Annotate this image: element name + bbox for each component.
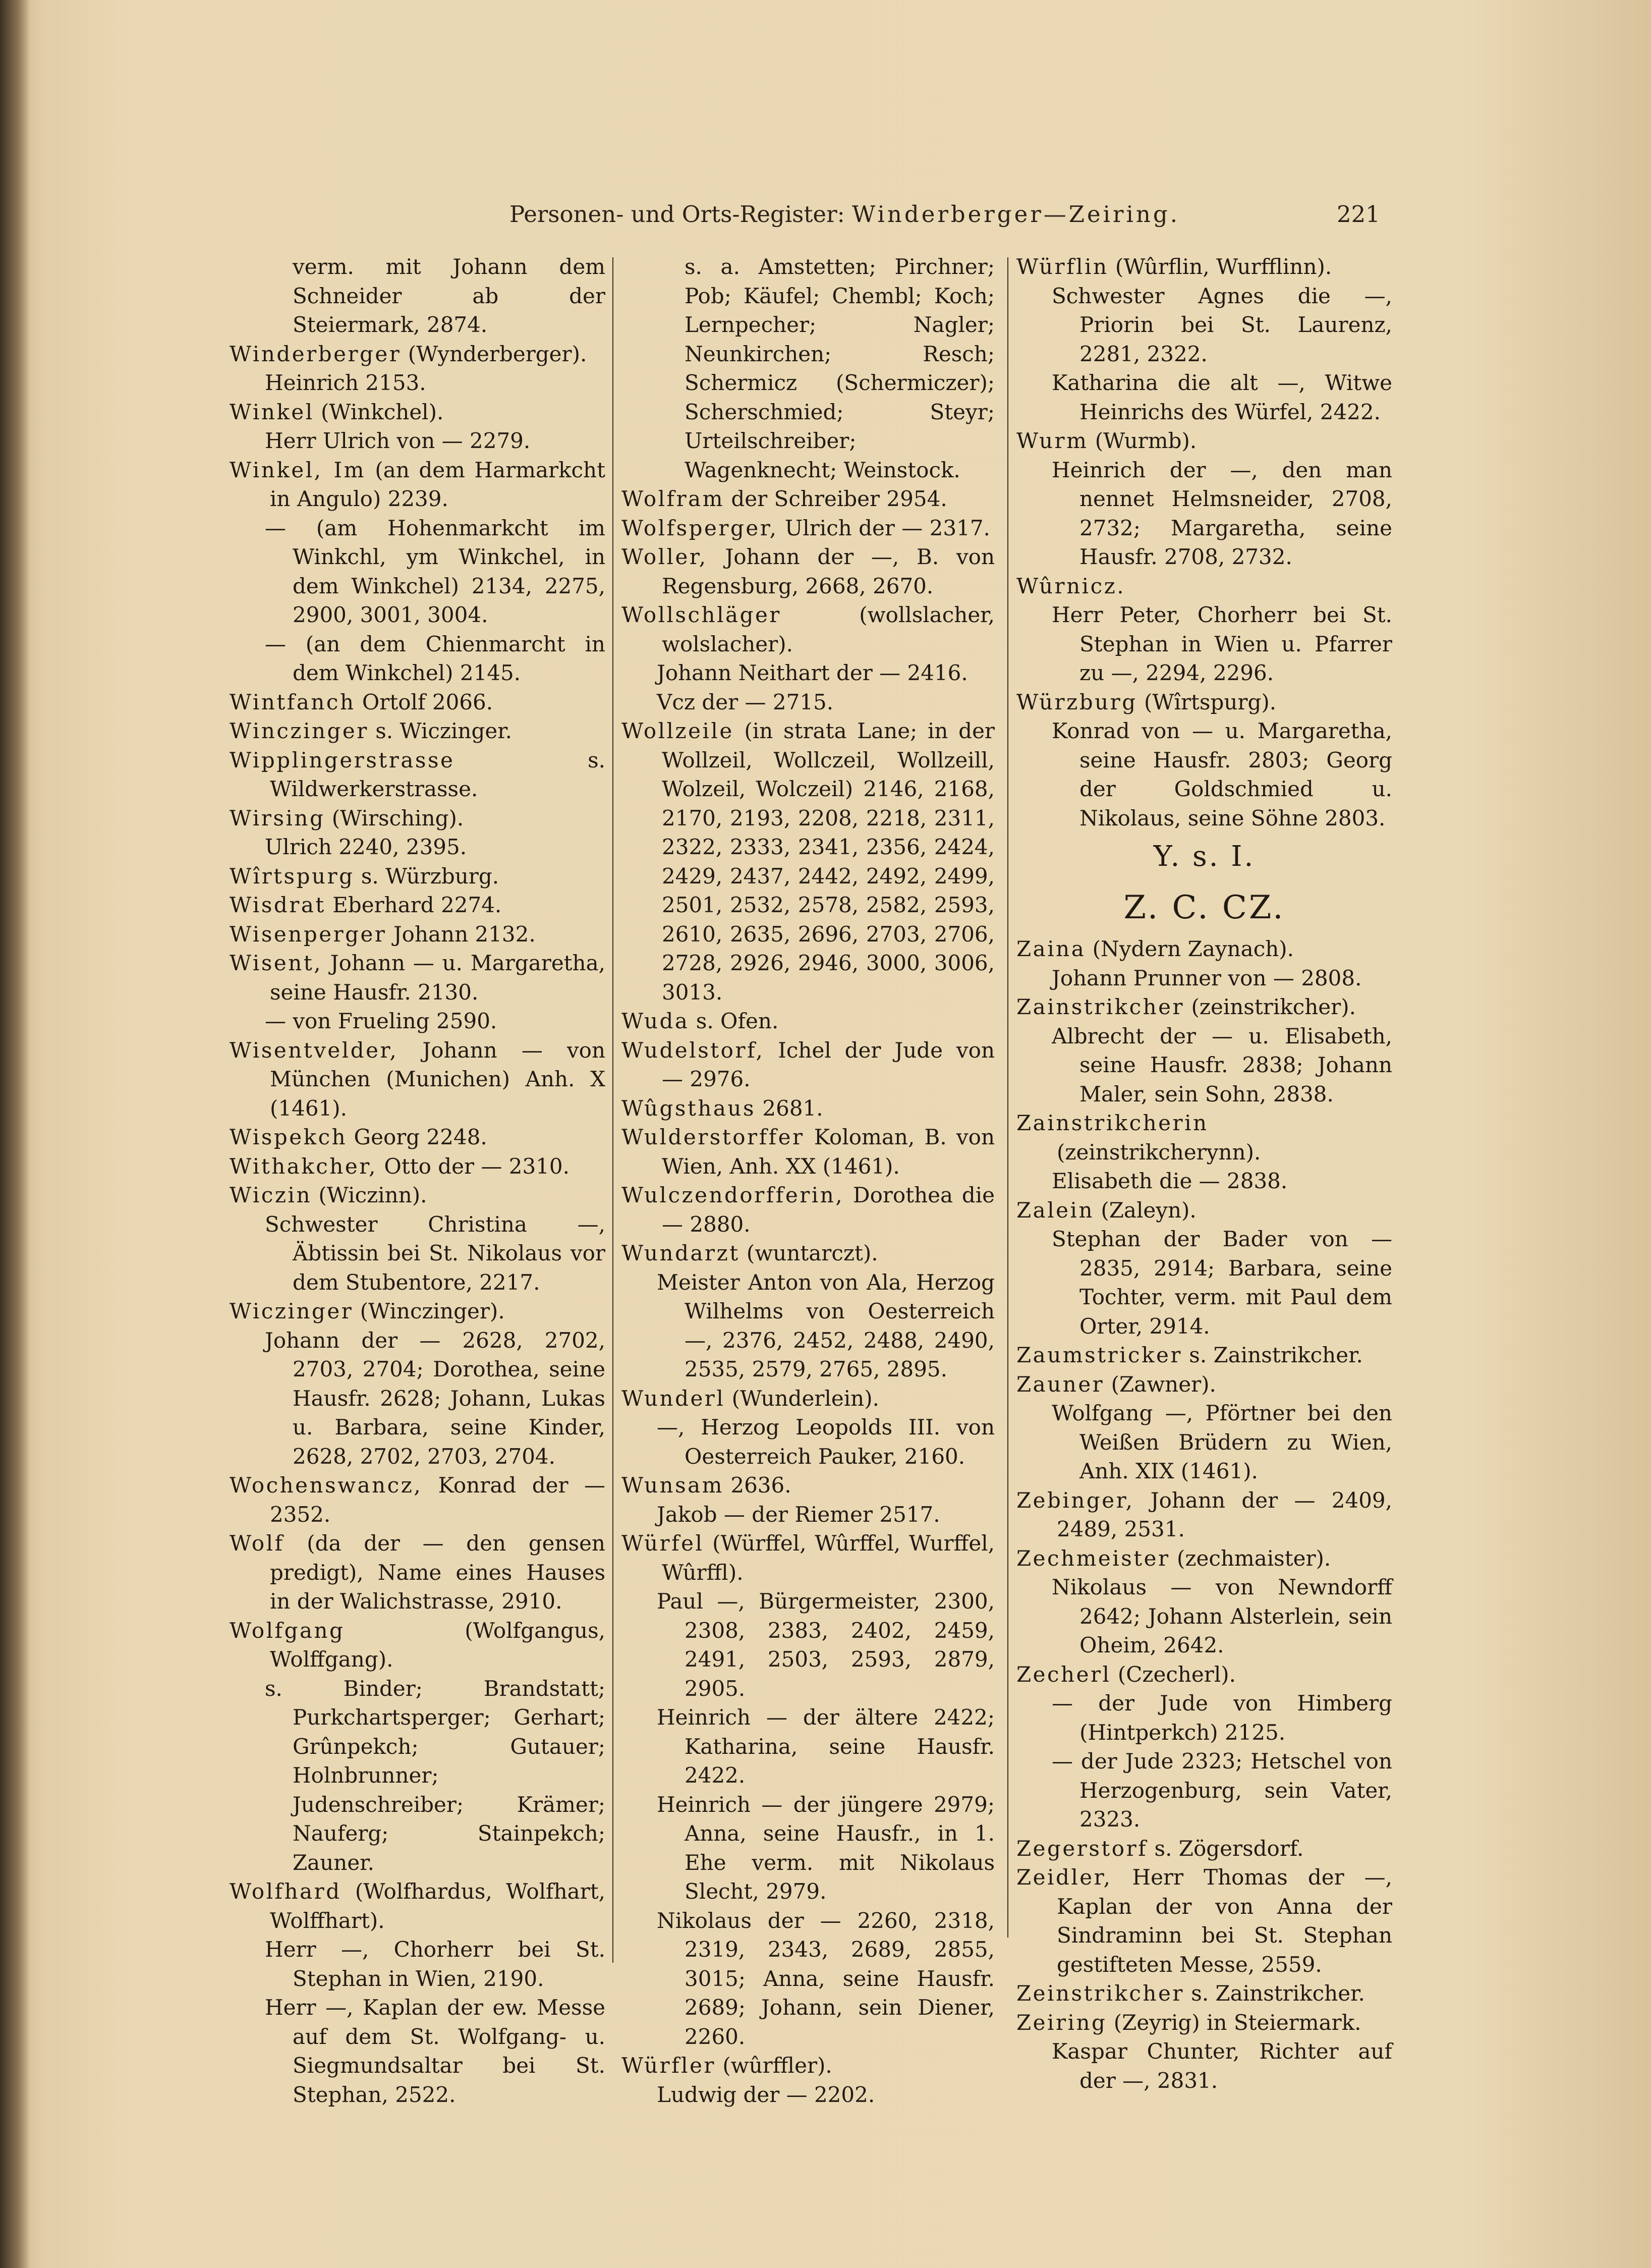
sub-entry: Paul —, Bürgermeister, 2300, 2308, 2383, 2402, 2459, 2491, 2503, 2593, 2879, 2905.	[657, 1589, 995, 1701]
entry-headword: Zebinger,	[1016, 1487, 1134, 1513]
entry-headword: Wulderstorffer	[621, 1125, 805, 1149]
index-entry	[1016, 1341, 1392, 1370]
entry-headword: Wunderl	[621, 1386, 725, 1411]
entry-text: Ichel der Jude von — 2976.	[662, 1037, 995, 1091]
entry-headword: Wolfhard	[230, 1879, 341, 1904]
entry-headword: Würzburg	[1016, 689, 1137, 714]
sub-entry: — der Jude 2323; Hetschel von Herzogenburg, sein Vater, 2323.	[1052, 1749, 1392, 1832]
entry-headword: Wollschläger	[621, 602, 781, 627]
entry-headword: Winkel, Im	[230, 457, 366, 482]
index-entry	[230, 340, 605, 369]
entry-text: (Wûrflin, Wurfflinn).	[1108, 254, 1332, 279]
entry-headword: Winkel	[230, 399, 314, 424]
entry-headword: Wunsam	[621, 1473, 724, 1498]
entry-headword: Winderberger	[230, 341, 402, 366]
index-entry	[621, 1384, 995, 1413]
sub-entry: Schwester Christina —, Äbtissin bei St. Nikolaus vor dem Stubentore, 2217.	[265, 1211, 605, 1295]
sub-entry: Heinrich der —, den man nennet Helmsneider, 2708, 2732; Margaretha, seine Hausfr. 2708, 2732.	[1052, 457, 1392, 569]
entry-text: Johann der — 2409, 2489, 2531.	[1057, 1487, 1392, 1541]
entry-headword: Wollzeile	[621, 718, 734, 743]
entry-headword: Zeiring	[1016, 2010, 1107, 2035]
entry-headword: Wurm	[1016, 428, 1089, 453]
column-rule-right	[1007, 257, 1008, 1938]
sub-entry: Nikolaus — von Newndorff 2642; Johann Alsterlein, sein Oheim, 2642.	[1052, 1575, 1392, 1657]
index-entry	[1016, 992, 1392, 1022]
sub-entry: Heinrich 2153.	[265, 370, 426, 395]
entry-headword: Winczinger	[230, 718, 369, 743]
index-entry	[230, 804, 605, 833]
entry-text: (zechmaister).	[1170, 1545, 1331, 1571]
index-entry	[230, 398, 605, 427]
entry-headword: Würfel	[621, 1531, 704, 1556]
entry-headword: Zaina	[1016, 936, 1086, 961]
entry-headword: Wirsing	[230, 805, 325, 831]
sub-entry: Kaspar Chunter, Richter auf der —, 2831.	[1052, 2039, 1392, 2093]
entry-text: Koloman, B. von Wien, Anh. XX (1461).	[662, 1125, 995, 1179]
entry-text: (Wolfgangus, Wolffgang).	[270, 1618, 605, 1672]
entry-headword: Wolfgang	[230, 1618, 345, 1643]
sub-entry: Herr Ulrich von — 2279.	[265, 428, 531, 453]
index-entry	[1016, 1486, 1392, 1544]
entry-text: (wollslacher, wolslacher).	[662, 602, 995, 656]
entry-headword: Wolfsperger,	[621, 515, 778, 540]
sub-entry: Katharina die alt —, Witwe Heinrichs des Würfel, 2422.	[1052, 370, 1392, 424]
section-heading: Y. s. I.	[1153, 840, 1256, 873]
index-entry	[1016, 1109, 1392, 1167]
index-entry	[230, 862, 605, 891]
sub-entry: Stephan der Bader von — 2835, 2914; Barbara, seine Tochter, verm. mit Paul dem Orter, 2914.	[1052, 1227, 1392, 1339]
index-entry	[621, 2051, 995, 2080]
entry-text: (Zeyrig) in Steiermark.	[1107, 2010, 1361, 2035]
entry-text: (Wîrtspurg).	[1137, 689, 1277, 714]
index-entry	[1016, 572, 1392, 601]
entry-text: Eberhard 2274.	[325, 893, 502, 917]
entry-text: (Zaleyn).	[1094, 1197, 1197, 1223]
entry-headword: Zecherl	[1016, 1662, 1111, 1687]
entry-headword: Withakcher,	[230, 1153, 378, 1179]
sub-entry: Vcz der — 2715.	[657, 689, 834, 714]
continued-entry: verm. mit Johann dem Schneider ab der Steiermark, 2874.	[293, 254, 605, 337]
entry-headword: Würflin	[1016, 254, 1109, 279]
index-entry	[621, 1181, 995, 1239]
entry-text: (Wunderlein).	[725, 1386, 879, 1411]
index-entry	[230, 949, 605, 1007]
index-entry	[230, 1152, 605, 1181]
entry-text: (wuntarczt).	[739, 1241, 878, 1265]
index-entry	[230, 456, 605, 514]
index-entry	[1016, 252, 1392, 282]
entry-text: der Schreiber 2954.	[724, 486, 947, 511]
sub-entry: Jakob — der Riemer 2517.	[657, 1502, 940, 1527]
entry-text: s. Würzburg.	[354, 863, 499, 889]
sub-entry: Wolfgang —, Pförtner bei den Weißen Brüdern zu Wien, Anh. XIX (1461).	[1052, 1401, 1392, 1483]
entry-text: 2681.	[756, 1095, 823, 1121]
entry-headword: Woller,	[621, 544, 708, 569]
index-entry	[1016, 2008, 1392, 2037]
sub-entry: Ludwig der — 2202.	[657, 2082, 875, 2107]
entry-text: (zeinstrikcher).	[1184, 994, 1356, 1019]
entry-headword: Zainstrikcher	[1016, 994, 1185, 1019]
index-column-2	[621, 252, 995, 2109]
entry-text: Ortolf 2066.	[355, 689, 493, 714]
index-entry	[1016, 934, 1392, 964]
entry-headword: Wisenperger	[230, 921, 387, 947]
sub-entry: Johann Prunner von — 2808.	[1052, 965, 1362, 990]
running-header	[509, 201, 1397, 236]
index-entry	[621, 514, 995, 543]
index-entry	[621, 716, 995, 1007]
entry-text: (Wiczinn).	[312, 1183, 427, 1207]
entry-text: (an dem Harmarkcht in Angulo) 2239.	[270, 457, 605, 511]
index-entry	[621, 1123, 995, 1181]
entry-headword: Wîrtspurg	[230, 863, 355, 889]
index-entry	[1016, 1834, 1392, 1863]
entry-text: Johann der —, B. von Regensburg, 2668, 2670.	[662, 544, 995, 598]
index-entry	[621, 1529, 995, 1587]
index-entry	[621, 484, 995, 514]
entry-text: s. Zögersdorf.	[1148, 1836, 1304, 1861]
entry-text: s. Zainstrikcher.	[1184, 1981, 1365, 2006]
entry-headword: Wiczin	[230, 1183, 312, 1207]
entry-headword: Wochenswancz,	[230, 1473, 423, 1498]
entry-text: Ulrich der — 2317.	[778, 515, 990, 540]
index-entry	[1016, 1370, 1392, 1399]
entry-headword: Wuda	[621, 1009, 690, 1033]
index-entry	[230, 1181, 605, 1210]
index-entry	[230, 688, 605, 717]
sub-entry: — (an dem Chienmarcht in dem Winkchel) 2145.	[265, 631, 605, 685]
index-entry	[230, 746, 605, 804]
index-entry	[230, 920, 605, 949]
sub-entry: Konrad von — u. Margaretha, seine Hausfr. 2803; Georg der Goldschmied u. Nikolaus, seine Söhne 2803.	[1052, 718, 1392, 831]
entry-headword: Wûrnicz.	[1016, 573, 1126, 598]
entry-headword: Zalein	[1016, 1197, 1094, 1223]
entry-headword: Zainstrikcherin	[1016, 1111, 1209, 1135]
entry-text: Johann — von München (Munichen) Anh. X (1461).	[270, 1037, 605, 1121]
index-entry	[621, 1036, 995, 1094]
sub-entry: Ulrich 2240, 2395.	[265, 835, 467, 859]
entry-text: (Zawner).	[1104, 1371, 1216, 1397]
entry-text: Johann — u. Margaretha, seine Hausfr. 2130.	[270, 951, 605, 1005]
column-rule-left	[612, 257, 613, 1963]
entry-headword: Wûgsthaus	[621, 1095, 756, 1121]
index-column-3	[1016, 252, 1392, 2095]
sub-entry: Herr —, Chorherr bei St. Stephan in Wien, 2190.	[265, 1937, 605, 1991]
entry-headword: Zeidler,	[1016, 1865, 1112, 1890]
sub-entry: Heinrich — der jüngere 2979; Anna, seine Hausfr., in 1. Ehe verm. mit Nikolaus Slecht, 2979.	[657, 1792, 995, 1904]
sub-entry: Heinrich — der ältere 2422; Katharina, seine Hausfr. 2422.	[657, 1705, 995, 1788]
entry-headword: Würfler	[621, 2053, 716, 2078]
entry-text: (Czecherl).	[1111, 1662, 1236, 1687]
entry-headword: Wolfram	[621, 486, 725, 511]
entry-text: Georg 2248.	[347, 1125, 487, 1149]
entry-headword: Wisentvelder,	[230, 1037, 398, 1063]
book-spine-shadow	[0, 0, 30, 2268]
index-column-1	[230, 252, 605, 2109]
index-entry	[230, 1036, 605, 1123]
index-entry	[1016, 1660, 1392, 1689]
index-entry	[1016, 1979, 1392, 2008]
index-entry	[230, 1529, 605, 1616]
entry-text: s. Wiczinger.	[368, 718, 513, 743]
sub-entry: Herr Peter, Chorherr bei St. Stephan in Wien u. Pfarrer zu —, 2294, 2296.	[1052, 602, 1392, 685]
index-entry	[230, 891, 605, 920]
entry-text: 2636.	[724, 1473, 791, 1498]
entry-text: (zeinstrikcherynn).	[1057, 1139, 1261, 1165]
entry-text: (Winczinger).	[353, 1299, 505, 1323]
page-number: 221	[1337, 201, 1380, 228]
entry-headword: Wudelstorf,	[621, 1037, 765, 1063]
entry-headword: Wulczendorfferin,	[621, 1183, 844, 1207]
entry-headword: Wundarzt	[621, 1241, 740, 1265]
entry-text: (in strata Lane; in der Wollzeil, Wollczeil, Wollzeill, Wolzeil, Wolczeil) 2146, 2168, 2170, 2193, 2208, 2218, 2311, 2322, 2333, 2341, 2356, 2424, 2429, 2437, 2442, 2492, 2499, 2501, 2532, 2578, 2582, 2593, 2610, 2635, 2696, 2703, 2706, 2728, 2926, 2946, 3000, 3006, 3013.	[662, 718, 995, 1005]
sub-entry: — (am Hohenmarkcht im Winkchl, ym Winkchel, in dem Winkchel) 2134, 2275, 2900, 3001, 3004.	[265, 515, 605, 627]
index-entry	[621, 600, 995, 658]
sub-entry: —, Herzog Leopolds III. von Oesterreich Pauker, 2160.	[657, 1415, 995, 1469]
entry-headword: Wolf	[230, 1531, 284, 1556]
index-entry	[621, 1007, 995, 1036]
entry-headword: Wintfanch	[230, 689, 356, 714]
entry-headword: Zeinstrikcher	[1016, 1981, 1184, 2006]
entry-text: Johann 2132.	[386, 921, 536, 947]
index-entry	[230, 1297, 605, 1326]
index-entry	[1016, 1863, 1392, 1979]
sub-entry: Herr —, Kaplan der ew. Messe auf dem St. Wolfgang- u. Siegmundsaltar bei St. Stephan, 2522.	[265, 1995, 605, 2107]
sub-entry: Nikolaus der — 2260, 2318, 2319, 2343, 2689, 2855, 3015; Anna, seine Hausfr. 2689; Johann, sein Diener, 2260.	[657, 1908, 995, 2049]
entry-text: Herr Thomas der —, Kaplan der von Anna der Sindraminn bei St. Stephan gestifteten Messe, 2559.	[1057, 1865, 1392, 1977]
index-entry	[621, 542, 995, 600]
header-prefix: Personen- und Orts-Register:	[509, 201, 845, 228]
index-entry	[621, 1094, 995, 1123]
entry-text: (da der — den gensen predigt), Name eines Hauses in der Walichstrasse, 2910.	[270, 1531, 605, 1614]
entry-text: Konrad der — 2352.	[270, 1473, 605, 1527]
entry-headword: Zechmeister	[1016, 1545, 1170, 1571]
index-entry	[621, 1471, 995, 1500]
entry-text: s. Zainstrikcher.	[1182, 1343, 1363, 1367]
index-entry	[230, 1877, 605, 1935]
entry-text: s. Wildwerkerstrasse.	[270, 747, 605, 801]
entry-text: (Nydern Zaynach).	[1086, 936, 1294, 961]
index-entry	[230, 1616, 605, 1674]
sub-entry: — von Frueling 2590.	[265, 1009, 497, 1033]
sub-entry: — der Jude von Himberg (Hintperkch) 2125.	[1052, 1691, 1392, 1745]
entry-text: (wûrffler).	[716, 2053, 832, 2078]
index-entry	[621, 1239, 995, 1268]
sub-entry: Johann der — 2628, 2702, 2703, 2704; Dorothea, seine Hausfr. 2628; Johann, Lukas u. Barbara, seine Kinder, 2628, 2702, 2703, 2704.	[265, 1327, 605, 1469]
sub-entry: Albrecht der — u. Elisabeth, seine Hausfr. 2838; Johann Maler, sein Sohn, 2838.	[1052, 1023, 1392, 1107]
sub-entry: Elisabeth die — 2838.	[1052, 1169, 1288, 1193]
header-title	[509, 201, 1180, 228]
entry-text: (Wurmb).	[1088, 428, 1197, 453]
header-range: Winderberger—Zeiring.	[852, 201, 1180, 228]
sub-entry: Schwester Agnes die —, Priorin bei St. Laurenz, 2281, 2322.	[1052, 283, 1392, 366]
section-heading: Z. C. CZ.	[1123, 889, 1285, 926]
entry-text: Otto der — 2310.	[377, 1153, 570, 1179]
entry-text: (Würffel, Wûrffel, Wurffel, Wûrffl).	[662, 1531, 995, 1585]
entry-headword: Zaumstricker	[1016, 1343, 1182, 1367]
entry-text: (Wynderberger).	[401, 341, 587, 366]
continued-entry: s. a. Amstetten; Pirchner; Pob; Käufel; Chembl; Koch; Lernpecher; Nagler; Neunkirchen; Resch; Schermicz (Schermiczer); Scherschmied; Steyr; Urteilschreiber; Wagenknecht; Weinstock.	[685, 254, 995, 482]
entry-text: Dorothea die — 2880.	[662, 1183, 995, 1237]
index-entry	[230, 1123, 605, 1152]
sub-entry: Johann Neithart der — 2416.	[657, 660, 968, 685]
index-entry	[230, 1471, 605, 1529]
sub-entry: s. Binder; Brandstatt; Purkchartsperger; Gerhart; Grûnpekch; Gutauer; Holnbrunner; Judenschreiber; Krämer; Nauferg; Stainpekch; Zauner.	[265, 1676, 605, 1875]
entry-headword: Wisent,	[230, 951, 323, 975]
index-entry	[1016, 426, 1392, 456]
index-entry	[230, 716, 605, 746]
entry-text: (Winkchel).	[314, 399, 444, 424]
index-entry	[1016, 1544, 1392, 1573]
entry-headword: Wiczinger	[230, 1299, 354, 1323]
entry-headword: Wispekch	[230, 1125, 348, 1149]
entry-headword: Wisdrat	[230, 893, 326, 917]
index-entry	[1016, 688, 1392, 717]
entry-text: s. Ofen.	[689, 1009, 779, 1033]
entry-text: (Wolfhardus, Wolfhart, Wolffhart).	[270, 1879, 605, 1933]
entry-headword: Wipplingerstrasse	[230, 747, 455, 772]
sub-entry: Meister Anton von Ala, Herzog Wilhelms von Oesterreich —, 2376, 2452, 2488, 2490, 2535, 2579, 2765, 2895.	[657, 1269, 995, 1381]
entry-text: (Wirsching).	[325, 805, 464, 831]
index-entry	[1016, 1196, 1392, 1225]
entry-headword: Zegerstorf	[1016, 1836, 1148, 1861]
entry-headword: Zauner	[1016, 1371, 1105, 1397]
